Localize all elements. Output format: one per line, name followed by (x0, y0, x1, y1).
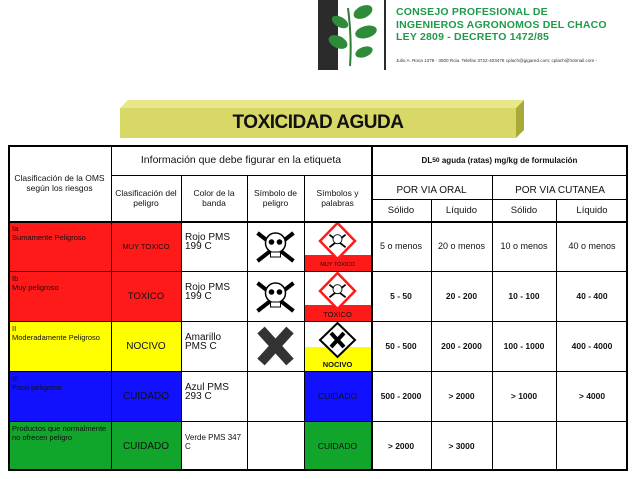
value-cell: 5 o menos (379, 241, 423, 251)
row-oms-cell (8, 371, 111, 421)
page-title: TOXICIDAD AGUDA (232, 112, 404, 133)
header-cut-liquid: Líquido (576, 204, 608, 216)
grid-line (111, 175, 628, 176)
hazard-class: TOXICO (111, 271, 181, 321)
hazard-class: MUY TOXICO (111, 221, 181, 271)
value-cell: 400 - 4000 (571, 341, 613, 351)
oms-name: Poco peligroso (12, 383, 62, 392)
label-pictogram (304, 321, 371, 371)
hazard-class: NOCIVO (111, 321, 181, 371)
value-cell: > 2000 (387, 441, 415, 451)
grid-line (626, 145, 628, 471)
x-cross-icon (247, 321, 304, 371)
label-pictogram (304, 271, 371, 321)
band-color: Amarillo PMS C (185, 332, 222, 352)
grid-line (431, 199, 432, 471)
label-word: CUIDADO (304, 421, 371, 471)
header-oral-liquid: Líquido (445, 204, 478, 216)
grid-line (8, 371, 628, 372)
grid-line (304, 175, 305, 471)
skull-crossbones-icon (247, 271, 304, 321)
value-cell: 10 o menos (500, 241, 548, 251)
header-band-color: Color de la banda (193, 188, 235, 208)
header-oral-solid: Sólido (387, 204, 415, 216)
band-color: Rojo PMS 199 C (185, 232, 231, 252)
value-cell: > 2000 (448, 391, 475, 401)
value-cell: 10 - 100 (508, 291, 540, 301)
oms-code: II (12, 324, 17, 333)
grid-line (8, 145, 10, 471)
oms-name: Muy peligroso (12, 283, 59, 292)
org-line: CONSEJO PROFESIONAL DE (396, 6, 548, 18)
value-cell (556, 421, 628, 471)
label-pictogram (304, 221, 371, 271)
toxicity-table (8, 145, 628, 471)
oms-name: Productos que normalmente no ofrecen peligro (12, 424, 107, 442)
grid-line (111, 145, 112, 471)
dl-text: DL (421, 155, 433, 165)
label-word: NOCIVO (322, 360, 353, 369)
value-cell: 50 - 500 (385, 341, 417, 351)
band-color: Verde PMS 347 C (185, 433, 242, 451)
row-oms-cell (8, 421, 111, 471)
grid-line (181, 175, 182, 471)
grid-line (8, 221, 628, 223)
row-oms-cell (8, 271, 111, 321)
grid-line (371, 145, 373, 471)
grid-line (247, 175, 248, 471)
org-line: INGENIEROS AGRONOMOS DEL CHACO (396, 18, 607, 31)
value-cell: 100 - 1000 (503, 341, 545, 351)
grid-line (8, 271, 628, 272)
value-cell: > 1000 (510, 391, 538, 401)
header-class: Clasificación del peligro (115, 188, 177, 208)
label-word: MUY TOXICO (320, 262, 355, 268)
dl-subscript: 50 (432, 156, 440, 164)
value-cell: 40 o menos (568, 241, 616, 251)
value-cell: > 4000 (578, 391, 606, 401)
value-cell: 5 - 50 (390, 291, 412, 301)
header-oms: Clasificación de la OMS según los riesgos (14, 173, 105, 193)
header-cutaneous: POR VIA CUTANEA (515, 184, 605, 196)
hazard-class: CUIDADO (111, 421, 181, 471)
dl-rest-text: aguda (ratas) mg/kg de formulación (441, 155, 578, 165)
label-word: TOXICO (323, 310, 352, 319)
grid-line (492, 175, 493, 471)
header-cut-solid: Sólido (510, 204, 538, 216)
header-symbol: Símbolo de peligro (254, 188, 297, 208)
band-color: Rojo PMS 199 C (185, 282, 231, 302)
value-cell: 500 - 2000 (380, 391, 422, 401)
empty-symbol-cell (247, 371, 304, 421)
header-symbols-words: Símbolos y palabras (316, 188, 359, 208)
title-banner (120, 100, 524, 138)
oms-name: Moderadamente Peligroso (12, 333, 100, 342)
grid-line (8, 469, 628, 471)
oms-code: Ia (12, 224, 19, 233)
address-line: Julio A. Roca 1378 - 3500 Rcia. Telefax 3722-403478 cplach@gigared.com; cplach@hotmail.com - (396, 58, 598, 63)
value-cell (492, 421, 556, 471)
organization-name (396, 6, 607, 44)
grid-line (556, 199, 557, 471)
row-oms-cell (8, 321, 111, 371)
org-line: LEY 2809 - DECRETO 1472/85 (396, 31, 550, 43)
grid-line (8, 421, 628, 422)
value-cell: 40 - 400 (576, 291, 608, 301)
grid-line (8, 321, 628, 322)
band-color: Azul PMS 293 C (185, 382, 229, 402)
header-label-info: Información que debe figurar en la etiqueta (140, 154, 342, 166)
council-logo (318, 0, 386, 70)
value-cell: > 3000 (448, 441, 475, 451)
oms-code: III (12, 374, 19, 383)
value-cell: 20 - 200 (445, 291, 478, 301)
oms-name: Sumamente Peligroso (12, 233, 86, 242)
grid-line (8, 145, 628, 147)
header-dl50 (371, 145, 628, 175)
grid-line (371, 199, 628, 200)
hazard-class: CUIDADO (111, 371, 181, 421)
oms-code: Ib (12, 274, 19, 283)
row-oms-cell (8, 221, 111, 271)
skull-crossbones-icon (247, 221, 304, 271)
value-cell: 20 o menos (437, 241, 486, 251)
label-word: CUIDADO (304, 371, 371, 421)
header-oral: POR VIA ORAL (396, 184, 467, 196)
value-cell: 200 - 2000 (441, 341, 482, 351)
empty-symbol-cell (247, 421, 304, 471)
